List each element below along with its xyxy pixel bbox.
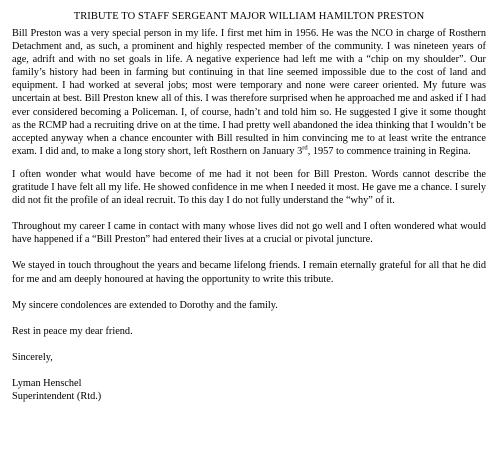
paragraph-3: Throughout my career I came in contact with many whose lives did not go well and I often wondered what would have happened if a “Bill Preston” had entered their lives at a crucial or pivotal juncture. [12, 221, 486, 246]
signer-title: Superintendent (Rtd.) [12, 390, 102, 402]
ordinal-suffix: rd [302, 144, 308, 152]
document-title: TRIBUTE TO STAFF SERGEANT MAJOR WILLIAM HAMILTON PRESTON [73, 11, 425, 22]
paragraph-5: My sincere condolences are extended to Dorothy and the family. [12, 299, 278, 311]
paragraph-2: I often wonder what would have become of me had it not been for Bill Preston. Words cannot describe the gratitude I have felt all my life. He showed confidence in me when I needed it most. He gave me a chance. I surely did not fit the profile of an ideal recruit. To this day I do not fully understand the “why” of it. [12, 168, 486, 207]
letter-page [12, 10, 486, 403]
closing: Sincerely, [12, 351, 53, 363]
signer-name: Lyman Henschel [12, 377, 82, 389]
paragraph-1 [12, 27, 486, 158]
paragraph-4: We stayed in touch throughout the years and became lifelong friends. I remain eternally grateful for all that he did for me and am deeply honoured at having the opportunity to write this tribute. [12, 260, 486, 285]
paragraph-1-text: Bill Preston was a very special person in my life. I first met him in 1956. He was the NCO in charge of Rosthern Detachment and, as such, a prominent and highly respected member of the community. I was nineteen years of age, adrift and with no set goals in life. A negative experience had left me with a “chip on my shoulder”. Our family’s history had been in farming but continuing in that line seemed impossible due to the cost of land and equipment. I had worked at several jobs; most were temporary and none were career oriented. My future was uncertain at best. Bill Preston knew all of this. I was therefore surprised when he approached me and asked if I had ever considered becoming a Policeman. I, of course, hadn’t and told him so. He suggested I give it some thought as the RCMP had a recruiting drive on at the time. I had pretty well abandoned the idea thinking that I wouldn’t be accepted anyway when a chance encounter with Bill resulted in him convincing me to at least write the entrance exam. I did and, to make a long story short, left Rosthern on January 3 [12, 28, 486, 157]
paragraph-1-end: , 1957 to commence training in Regina. [307, 145, 471, 157]
paragraph-6: Rest in peace my dear friend. [12, 325, 133, 337]
